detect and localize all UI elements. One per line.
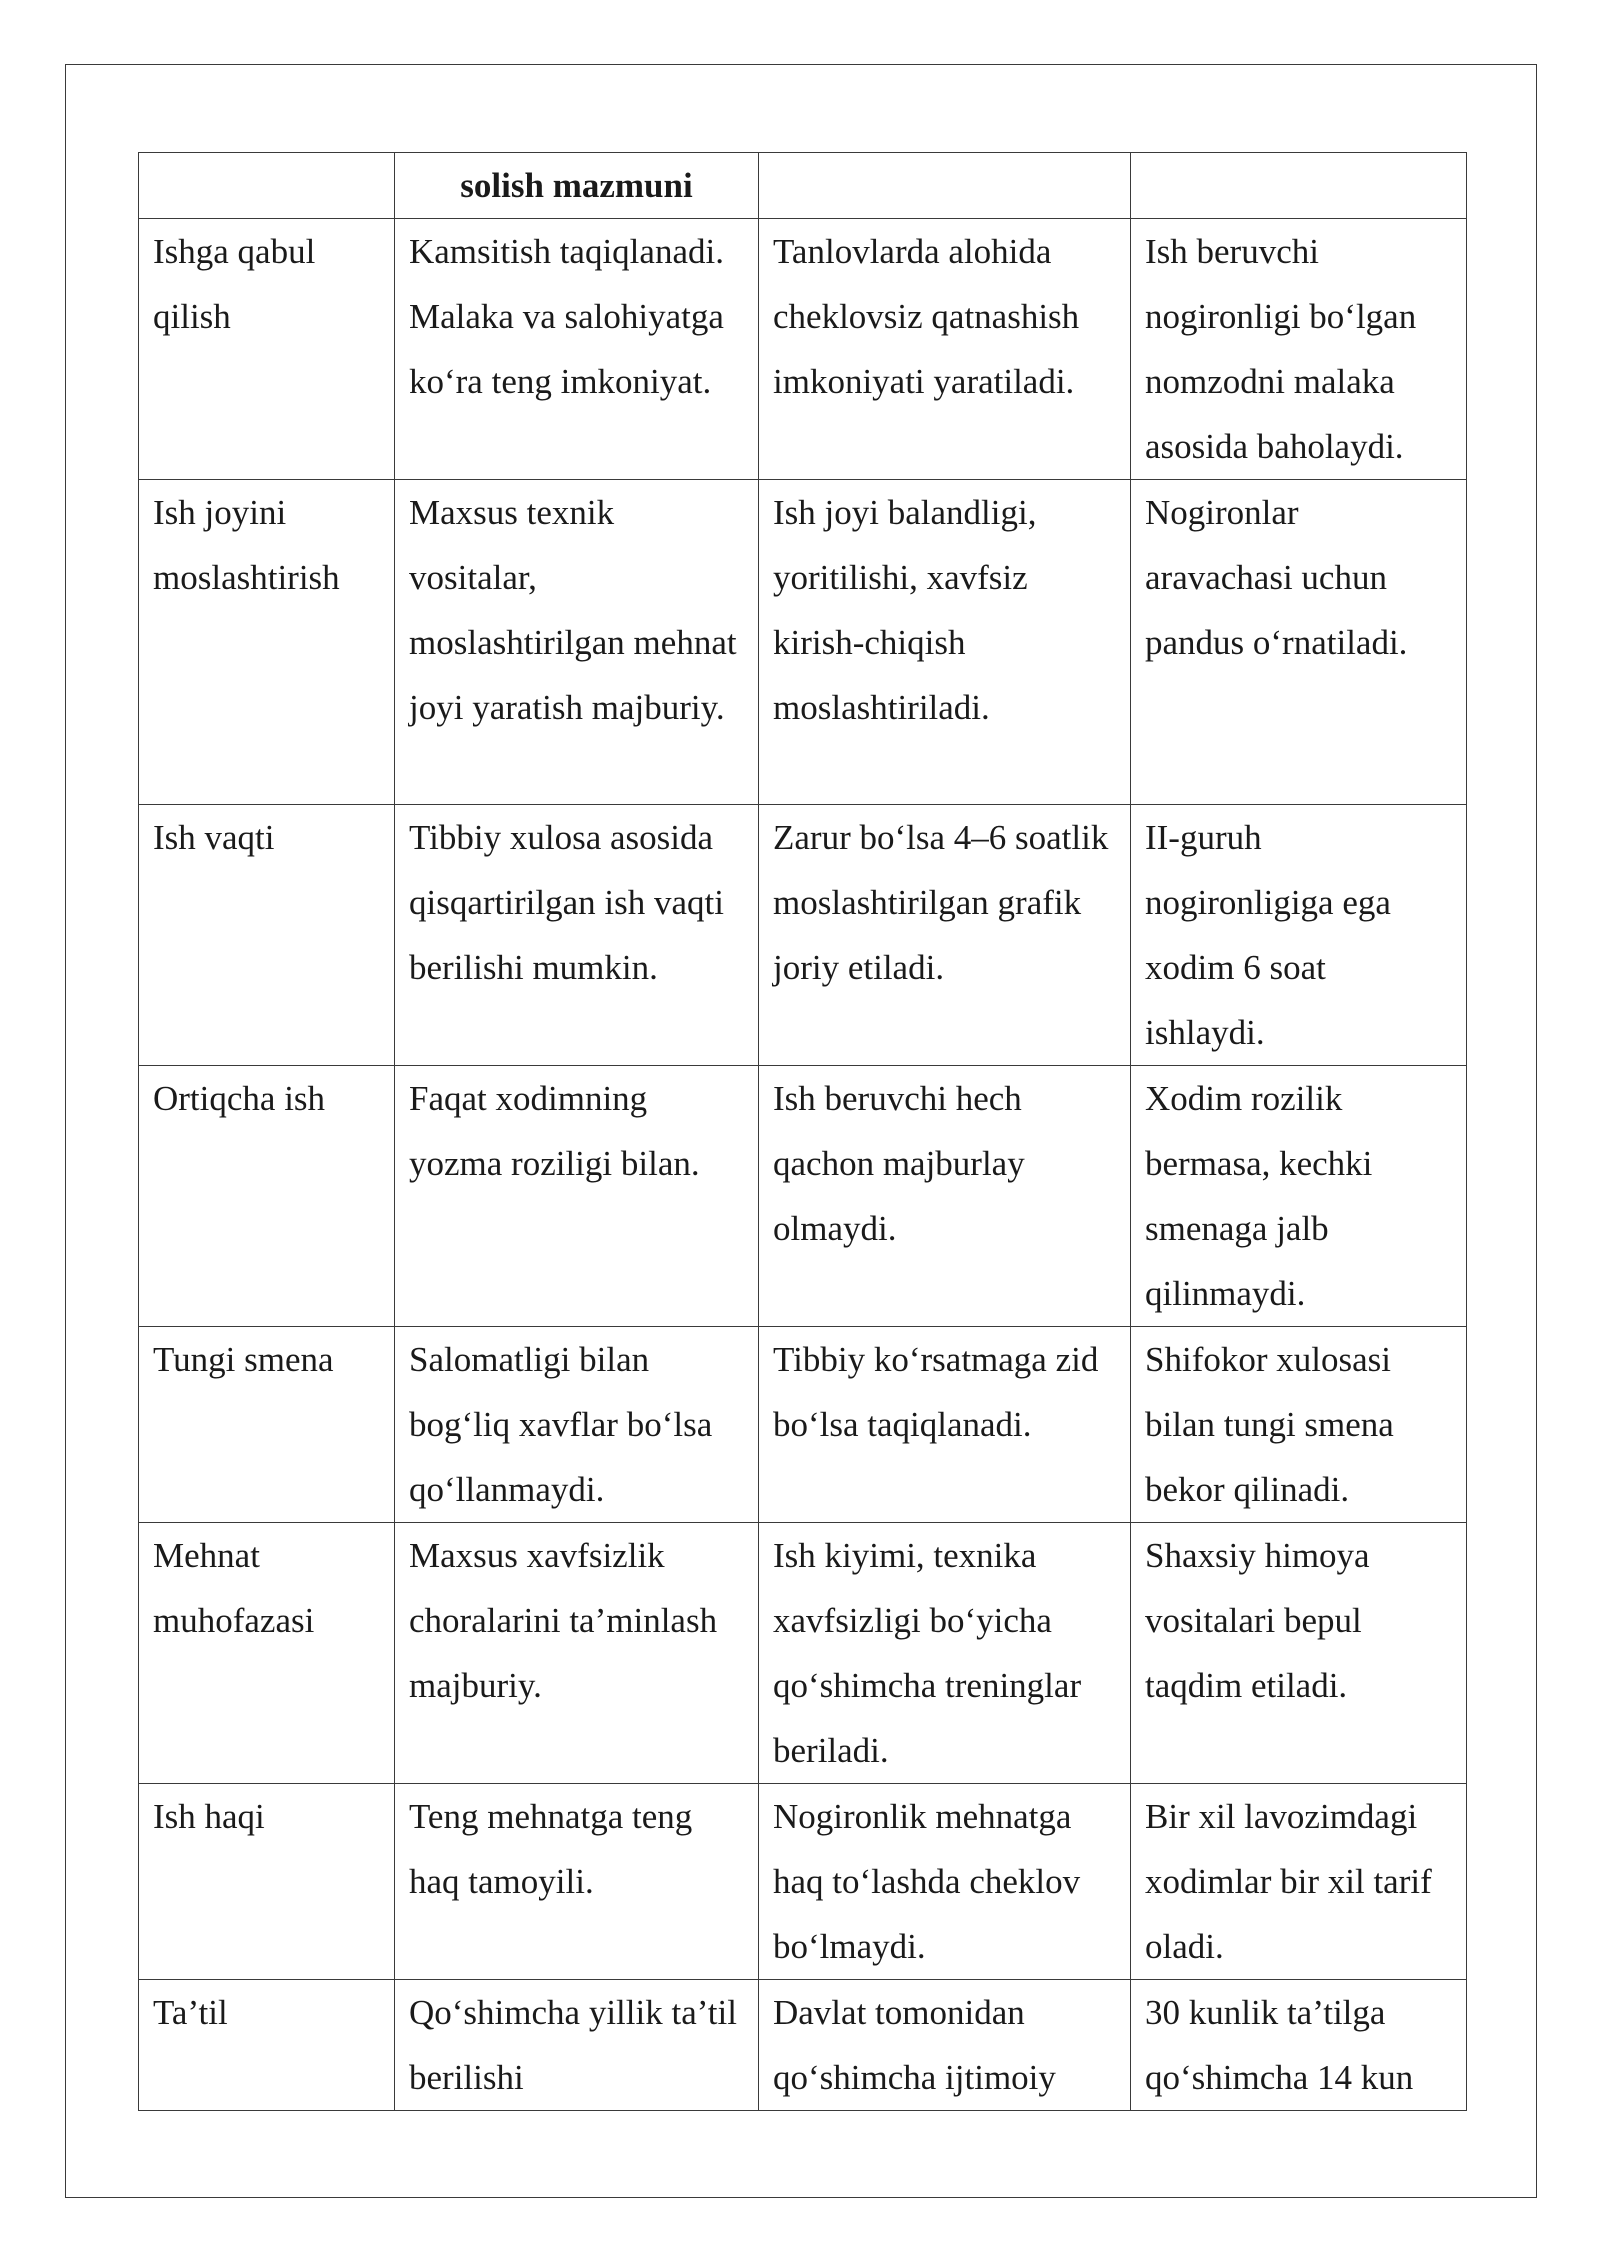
cell-topic: Mehnat muhofazasi bbox=[139, 1523, 395, 1784]
cell-practice: Ish kiyimi, texnika xavfsizligi bo‘yicha qo‘shimcha treninglar beriladi. bbox=[759, 1523, 1131, 1784]
cell-practice: Ish joyi balandligi, yoritilishi, xavfsiz kirish-chiqish moslashtiriladi. bbox=[759, 480, 1131, 805]
cell-example: Bir xil lavozimdagi xodimlar bir xil tarif oladi. bbox=[1131, 1784, 1467, 1980]
cell-example: 30 kunlik ta’tilga qo‘shimcha 14 kun bbox=[1131, 1980, 1467, 2111]
table-row bbox=[139, 219, 1467, 480]
cell-example: Xodim rozilik bermasa, kechki smenaga jalb qilinmaydi. bbox=[1131, 1066, 1467, 1327]
cell-example: Shaxsiy himoya vositalari bepul taqdim etiladi. bbox=[1131, 1523, 1467, 1784]
document-table bbox=[138, 152, 1467, 2111]
cell-example: Nogironlar aravachasi uchun pandus o‘rnatiladi. bbox=[1131, 480, 1467, 805]
cell-content: Qo‘shimcha yillik ta’til berilishi bbox=[395, 1980, 759, 2111]
cell-topic: Ortiqcha ish bbox=[139, 1066, 395, 1327]
table-row bbox=[139, 805, 1467, 1066]
cell-practice: Nogironlik mehnatga haq to‘lashda cheklov bo‘lmaydi. bbox=[759, 1784, 1131, 1980]
cell-practice: Zarur bo‘lsa 4–6 soatlik moslashtirilgan grafik joriy etiladi. bbox=[759, 805, 1131, 1066]
cell-content: Faqat xodimning yozma roziligi bilan. bbox=[395, 1066, 759, 1327]
cell-practice: Tibbiy ko‘rsatmaga zid bo‘lsa taqiqlanadi. bbox=[759, 1327, 1131, 1523]
table-row bbox=[139, 480, 1467, 805]
cell-topic: Ish haqi bbox=[139, 1784, 395, 1980]
header-cell-example bbox=[1131, 153, 1467, 219]
table-header-row bbox=[139, 153, 1467, 219]
header-cell-topic bbox=[139, 153, 395, 219]
cell-practice: Davlat tomonidan qo‘shimcha ijtimoiy bbox=[759, 1980, 1131, 2111]
cell-practice: Tanlovlarda alohida cheklovsiz qatnashish imkoniyati yaratiladi. bbox=[759, 219, 1131, 480]
cell-content: Maxsus texnik vositalar, moslashtirilgan mehnat joyi yaratish majburiy. bbox=[395, 480, 759, 805]
cell-content: Tibbiy xulosa asosida qisqartirilgan ish vaqti berilishi mumkin. bbox=[395, 805, 759, 1066]
cell-topic: Ta’til bbox=[139, 1980, 395, 2111]
table-row bbox=[139, 1523, 1467, 1784]
cell-topic: Ishga qabul qilish bbox=[139, 219, 395, 480]
cell-example: II-guruh nogironligiga ega xodim 6 soat ishlaydi. bbox=[1131, 805, 1467, 1066]
cell-content: Kamsitish taqiqlanadi. Malaka va salohiyatga ko‘ra teng imkoniyat. bbox=[395, 219, 759, 480]
cell-topic: Ish vaqti bbox=[139, 805, 395, 1066]
cell-example: Shifokor xulosasi bilan tungi smena bekor qilinadi. bbox=[1131, 1327, 1467, 1523]
cell-topic: Ish joyini moslashtirish bbox=[139, 480, 395, 805]
cell-example: Ish beruvchi nogironligi bo‘lgan nomzodni malaka asosida baholaydi. bbox=[1131, 219, 1467, 480]
header-cell-content: solish mazmuni bbox=[395, 153, 759, 219]
cell-topic: Tungi smena bbox=[139, 1327, 395, 1523]
cell-content: Salomatligi bilan bog‘liq xavflar bo‘lsa qo‘llanmaydi. bbox=[395, 1327, 759, 1523]
header-cell-practice bbox=[759, 153, 1131, 219]
table-row bbox=[139, 1327, 1467, 1523]
table-row bbox=[139, 1980, 1467, 2111]
cell-content: Maxsus xavfsizlik choralarini ta’minlash majburiy. bbox=[395, 1523, 759, 1784]
cell-practice: Ish beruvchi hech qachon majburlay olmaydi. bbox=[759, 1066, 1131, 1327]
table-row bbox=[139, 1784, 1467, 1980]
table-row bbox=[139, 1066, 1467, 1327]
cell-content: Teng mehnatga teng haq tamoyili. bbox=[395, 1784, 759, 1980]
